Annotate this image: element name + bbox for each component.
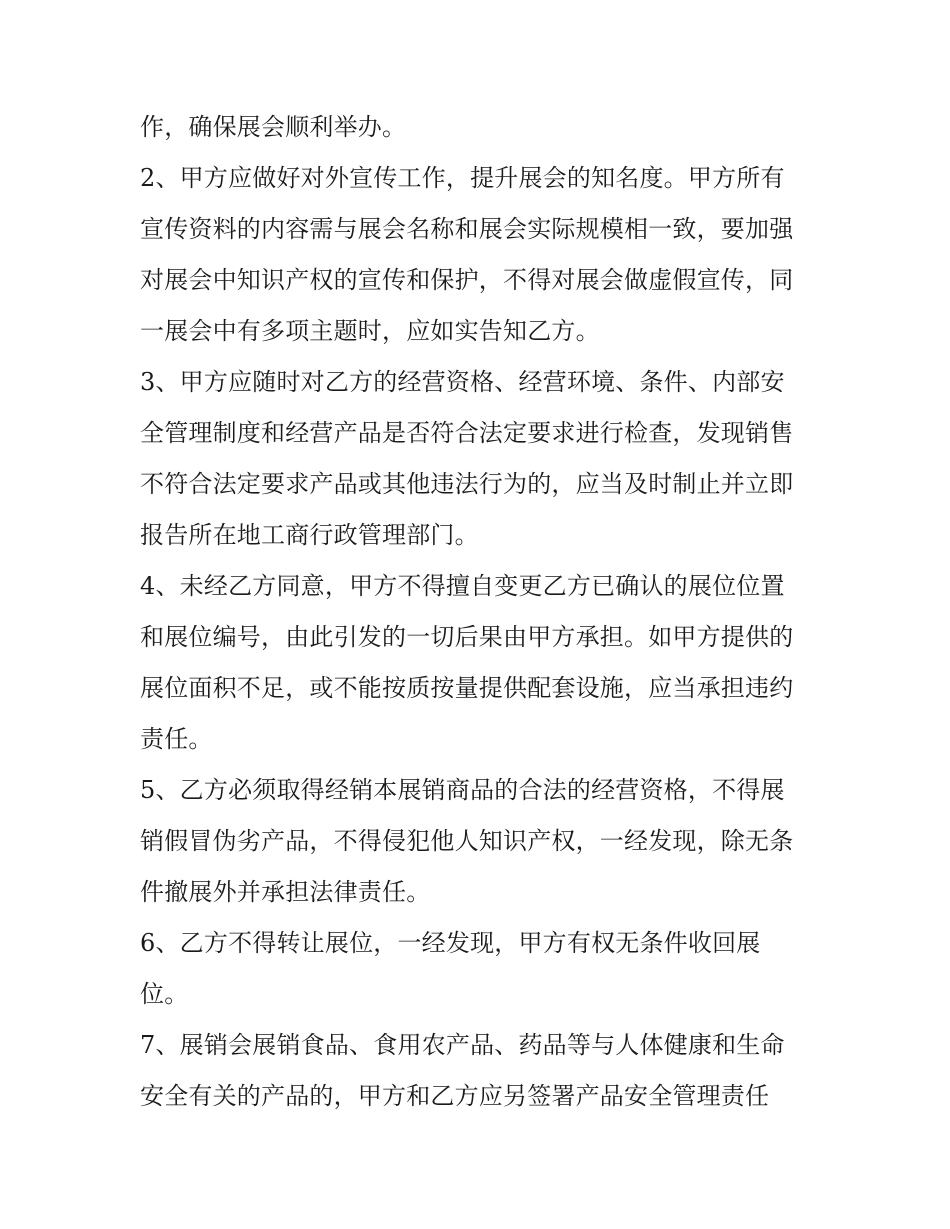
text-line: 位。 [140, 980, 189, 1008]
text-line: 和展位编号，由此引发的一切后果由甲方承担。如甲方提供的 [140, 623, 794, 651]
document-body [140, 102, 820, 1122]
text-line: 展位面积不足，或不能按质按量提供配套设施，应当承担违约 [140, 674, 794, 702]
text-line: 件撤展外并承担法律责任。 [140, 878, 431, 906]
text-line: 7、展销会展销食品、食用农产品、药品等与人体健康和生命 [140, 1031, 785, 1059]
text-line: 安全有关的产品的，甲方和乙方应另签署产品安全管理责任 [140, 1082, 770, 1110]
text-line: 责任。 [140, 725, 213, 753]
text-line: 4、未经乙方同意，甲方不得擅自变更乙方已确认的展位位置 [140, 572, 785, 600]
text-line: 报告所在地工商行政管理部门。 [140, 521, 479, 549]
text-line: 作，确保展会顺利举办。 [140, 113, 407, 141]
text-line: 一展会中有多项主题时，应如实告知乙方。 [140, 317, 600, 345]
text-line: 2、甲方应做好对外宣传工作，提升展会的知名度。甲方所有 [140, 164, 785, 192]
text-line: 全管理制度和经营产品是否符合法定要求进行检查，发现销售 [140, 419, 794, 447]
text-line: 销假冒伪劣产品，不得侵犯他人知识产权，一经发现，除无条 [140, 827, 794, 855]
text-line: 6、乙方不得转让展位，一经发现，甲方有权无条件收回展 [140, 929, 761, 957]
text-line: 3、甲方应随时对乙方的经营资格、经营环境、条件、内部安 [140, 368, 785, 396]
text-line: 宣传资料的内容需与展会名称和展会实际规模相一致，要加强 [140, 215, 794, 243]
text-line: 对展会中知识产权的宣传和保护，不得对展会做虚假宣传，同 [140, 266, 794, 294]
text-line: 不符合法定要求产品或其他违法行为的，应当及时制止并立即 [140, 470, 794, 498]
text-line: 5、乙方必须取得经销本展销商品的合法的经营资格，不得展 [140, 776, 785, 804]
